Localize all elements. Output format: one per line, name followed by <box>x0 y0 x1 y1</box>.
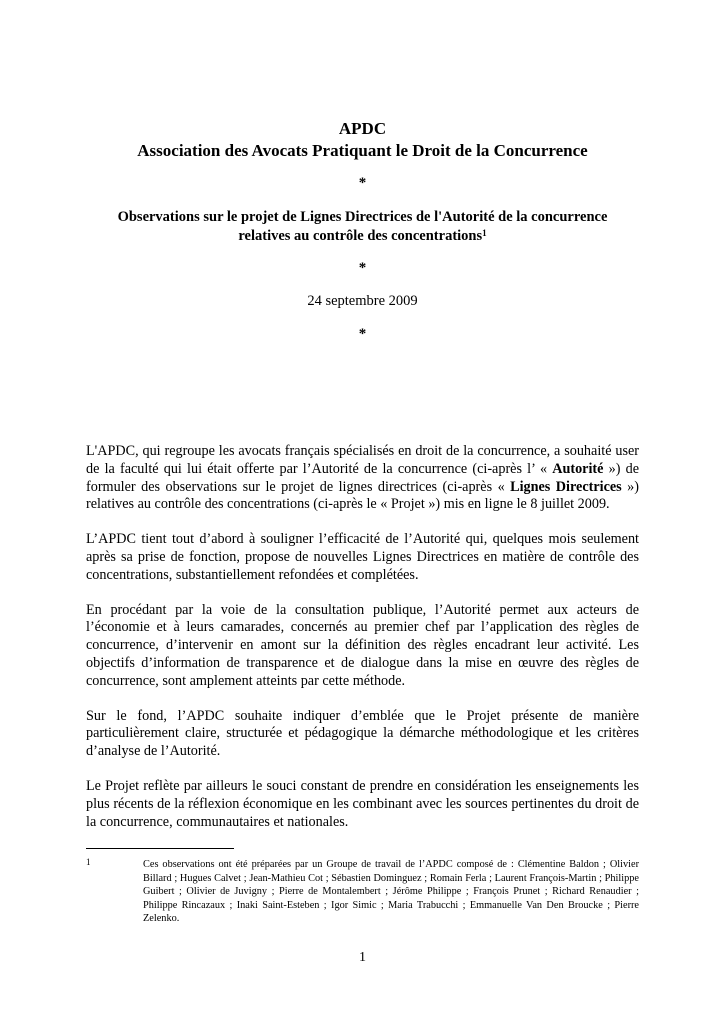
footnote-reference: 1 <box>482 228 487 238</box>
footnote-divider <box>86 848 234 849</box>
document-title-line2: relatives au contrôle des concentrations <box>238 228 483 244</box>
document-title-line1: Observations sur le projet de Lignes Directrices de l'Autorité de la concurrence <box>117 209 608 225</box>
paragraph: L’APDC tient tout d’abord à souligner l’efficacité de l’Autorité qui, quelques mois seulement après sa prise de fonction, propose de nouvelles Lignes Directrices en matière de contrôle des concentrations, substantiellement refondées et complétées. <box>86 531 639 583</box>
defined-term: Autorité <box>552 460 604 477</box>
paragraph-text: L'APDC, qui regroupe les avocats français spécialisés en droit de la concurrence, a souhaité user de la faculté qui lui était offerte par l’Autorité de la concurrence (ci-après l’ « <box>86 443 639 477</box>
paragraph: Sur le fond, l’APDC souhaite indiquer d’emblée que le Projet présente de manière particulièrement claire, structurée et pédagogique la démarche méthodologique et les critères d’analyse de l’Autorité. <box>86 707 639 760</box>
document-header-subtitle: Association des Avocats Pratiquant le Droit de la Concurrence <box>137 141 588 160</box>
footnote-number: 1 <box>86 857 91 867</box>
separator-star: * <box>358 326 367 342</box>
separator-star: * <box>358 260 367 276</box>
paragraph: Le Projet reflète par ailleurs le souci constant de prendre en considération les enseignements les plus récents de la réflexion économique en les combinant avec les sources pertinentes du droit de la concurrence, communautaires et nationales. <box>86 777 639 830</box>
footnote-text: Ces observations ont été préparées par un Groupe de travail de l’APDC composé de : Clémentine Baldon ; Olivier Billard ; Hugues Calvet ; Jean-Mathieu Cot ; Sébastien Dominguez ; Romain Ferla ; Laurent François-Martin ; Philippe Guibert ; Olivier de Juvigny ; Pierre de Montalembert ; Jérôme Philippe ; François Prunet ; Richard Renaudier ; Philippe Rincazaux ; Inaki Saint-Esteben ; Igor Simic ; Maria Trabucchi ; Emmanuelle Van Den Broucke ; Pierre Zelenko. <box>143 859 639 925</box>
paragraph-text: ») de formuler des observations sur le projet de lignes directrices (ci-après « <box>86 460 639 495</box>
defined-term: Lignes Directrices <box>510 478 622 495</box>
separator-star: * <box>358 175 367 191</box>
document-title <box>86 208 639 246</box>
document-date: 24 septembre 2009 <box>307 293 418 309</box>
paragraph: En procédant par la voie de la consultation publique, l’Autorité permet aux acteurs de l’économie et à leurs camarades, concernés au premier chef par l’application des règles de concurrence, d’intervenir en amont sur la définition des règles encadrant leur activité. Les objectifs d’information de transparence et de dialogue dans la mise en œuvre des règles de concurrence, sont amplement atteints par cette méthode. <box>86 601 639 689</box>
page-number: 1 <box>359 950 366 965</box>
paragraph <box>86 443 639 514</box>
document-header-title: APDC <box>338 119 387 138</box>
body-text <box>86 443 639 848</box>
paragraph-text: ») relatives au contrôle des concentrations (ci-après le « Projet ») mis en ligne le 8 juillet 2009. <box>86 478 639 513</box>
